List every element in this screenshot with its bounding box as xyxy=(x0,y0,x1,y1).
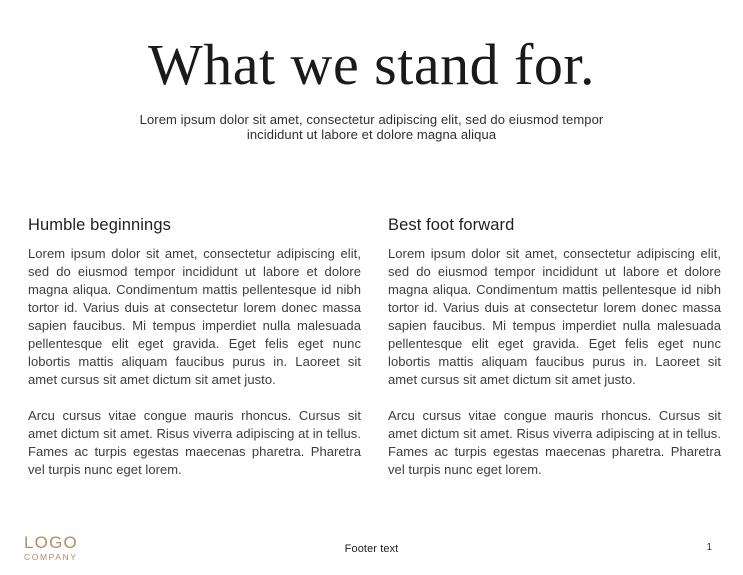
column-right-body xyxy=(388,245,721,479)
column-left-heading: Humble beginnings xyxy=(28,216,171,234)
page-number: 1 xyxy=(706,542,712,553)
two-column-body xyxy=(28,216,721,479)
column-left-body xyxy=(28,245,361,479)
page-title: What we stand for. xyxy=(147,32,596,97)
page-subtitle: Lorem ipsum dolor sit amet, consectetur adipiscing elit, sed do eiusmod tempor incididunt ut labore et dolore magna aliqua xyxy=(139,111,604,143)
column-right xyxy=(388,216,721,479)
column-right-heading: Best foot forward xyxy=(388,216,515,234)
column-right-paragraph-2: Arcu cursus vitae congue mauris rhoncus. Cursus sit amet dictum sit amet. Risus viverra adipiscing at in tellus. Fames ac turpis egestas maecenas pharetra. Pharetra vel turpis nunc eget lorem. xyxy=(388,408,721,477)
column-right-paragraph-1: Lorem ipsum dolor sit amet, consectetur adipiscing elit, sed do eiusmod tempor incididunt ut labore et dolore magna aliqua. Condimentum mattis pellentesque id nibh tortor id. Varius duis at consectetur lorem donec massa sapien faucibus. Mi tempus imperdiet nulla malesuada pellentesque elit eget gravida. Eget felis eget nunc lobortis mattis aliquam faucibus purus in. Laoreet sit amet cursus sit amet dictum sit amet justo. xyxy=(388,246,721,387)
logo-company-label: COMPANY xyxy=(24,551,78,562)
column-left xyxy=(28,216,361,479)
slide-header xyxy=(0,0,743,143)
footer-text: Footer text xyxy=(344,543,399,555)
column-left-paragraph-2: Arcu cursus vitae congue mauris rhoncus. Cursus sit amet dictum sit amet. Risus viverra adipiscing at in tellus. Fames ac turpis egestas maecenas pharetra. Pharetra vel turpis nunc eget lorem. xyxy=(28,408,361,477)
logo-wordmark: LOGO xyxy=(24,532,78,552)
column-left-paragraph-1: Lorem ipsum dolor sit amet, consectetur adipiscing elit, sed do eiusmod tempor incididunt ut labore et dolore magna aliqua. Condimentum mattis pellentesque id nibh tortor id. Varius duis at consectetur lorem donec massa sapien faucibus. Mi tempus imperdiet nulla malesuada pellentesque elit eget gravida. Eget felis eget nunc lobortis mattis aliquam faucibus purus in. Laoreet sit amet cursus sit amet dictum sit amet justo. xyxy=(28,246,361,387)
